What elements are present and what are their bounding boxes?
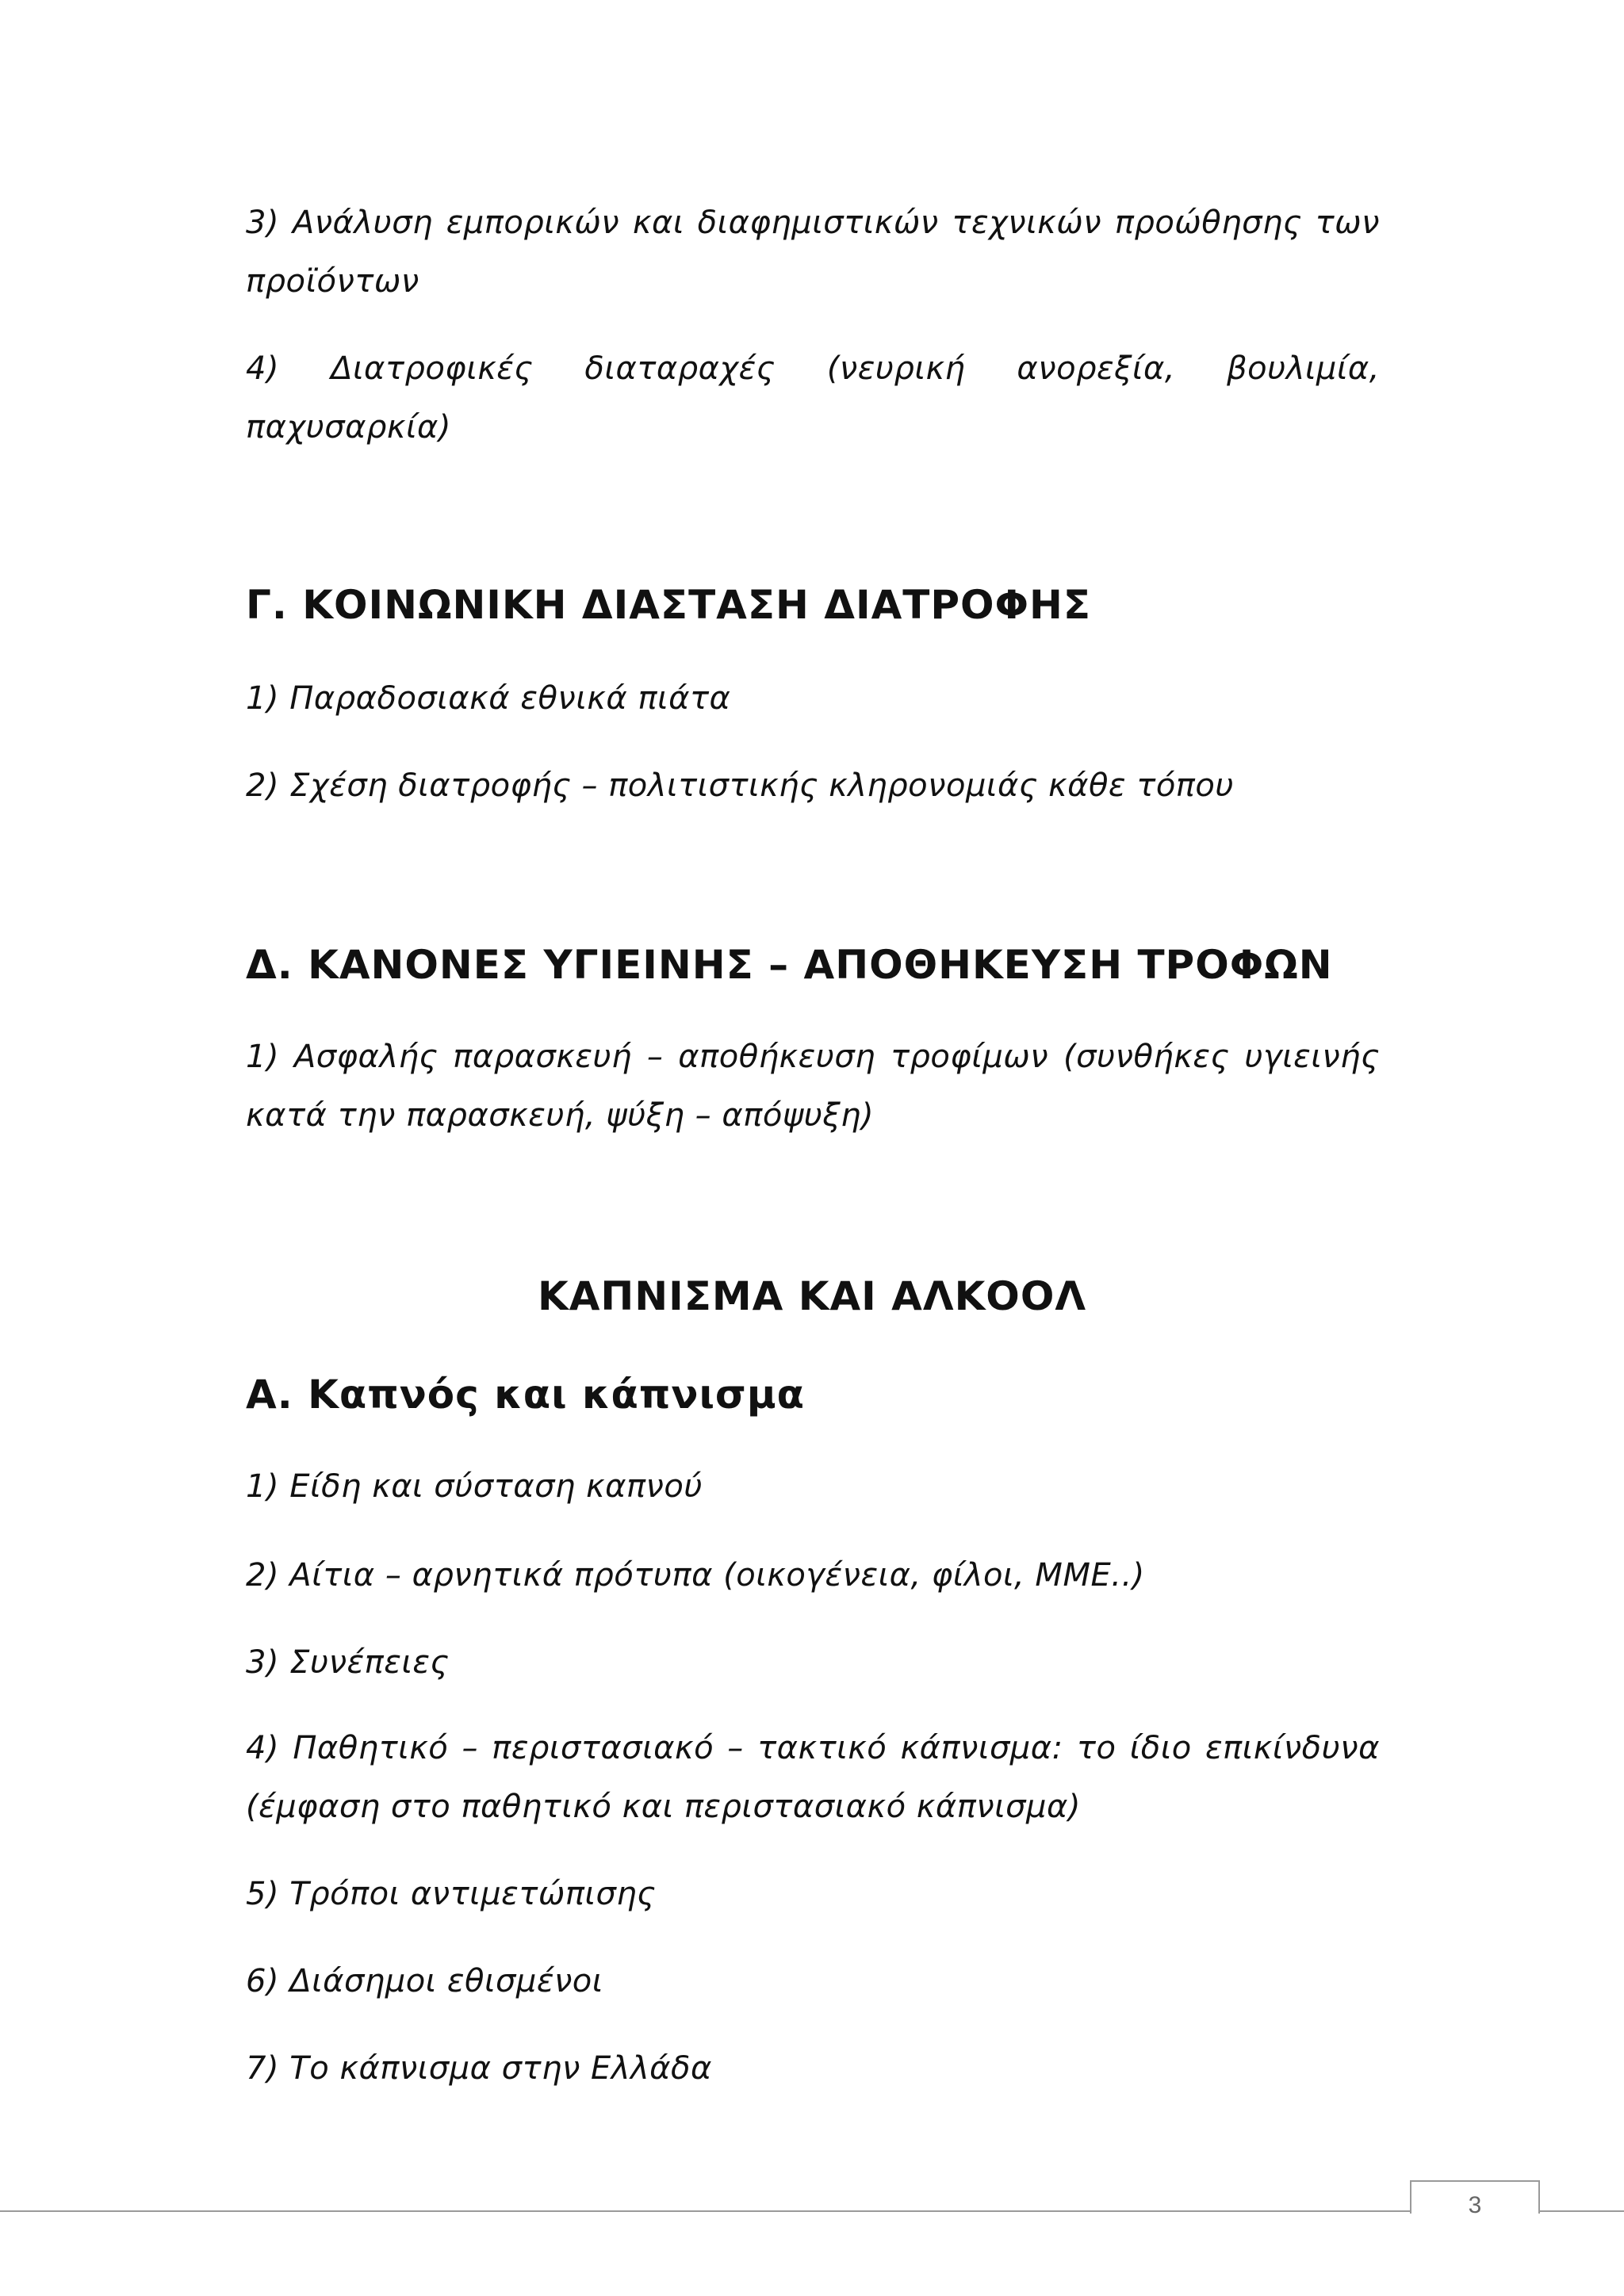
list-item: 7) Το κάπνισμα στην Ελλάδα xyxy=(246,2050,712,2087)
section-heading-gamma: Γ. ΚΟΙΝΩΝΙΚΗ ΔΙΑΣΤΑΣΗ ΔΙΑΤΡΟΦΗΣ xyxy=(246,582,1092,628)
page-number: 3 xyxy=(1468,2192,1482,2218)
list-item: 1) Παραδοσιακά εθνικά πιάτα xyxy=(246,680,731,717)
list-item: 1) Ασφαλής παρασκευή – αποθήκευση τροφίμων (συνθήκες υγιεινής κατά την παρασκευή, ψύξη – απόψυξη) xyxy=(246,1039,1380,1134)
list-item: 3) Ανάλυση εμπορικών και διαφημιστικών τεχνικών προώθησης των προϊόντων xyxy=(246,205,1380,300)
list-item: 6) Διάσημοι εθισμένοι xyxy=(246,1963,603,1999)
list-item: 1) Είδη και σύσταση καπνού xyxy=(246,1468,703,1505)
list-item: 5) Τρόποι αντιμετώπισης xyxy=(246,1876,657,1912)
list-item: 2) Αίτια – αρνητικά πρότυπα (οικογένεια, φίλοι, ΜΜΕ..) xyxy=(246,1557,1145,1594)
chapter-title: ΚΑΠΝΙΣΜΑ ΚΑΙ ΑΛΚΟΟΛ xyxy=(537,1273,1087,1319)
section-heading-delta: Δ. ΚΑΝΟΝΕΣ ΥΓΙΕΙΝΗΣ – ΑΠΟΘΗΚΕΥΣΗ ΤΡΟΦΩΝ xyxy=(246,942,1333,988)
footer-rule xyxy=(0,2210,1624,2212)
list-item: 3) Συνέπειες xyxy=(246,1644,450,1681)
list-item: 2) Σχέση διατροφής – πολιτιστικής κληρονομιάς κάθε τόπου xyxy=(246,767,1235,804)
list-item: 4) Διατροφικές διαταραχές (νευρική ανορεξία, βουλιμία, παχυσαρκία) xyxy=(246,350,1380,446)
list-item: 4) Παθητικό – περιστασιακό – τακτικό κάπνισμα: το ίδιο επικίνδυνα (έμφαση στο παθητικό και περιστασιακό κάπνισμα) xyxy=(246,1730,1380,1825)
section-heading-alpha: Α. Καπνός και κάπνισμα xyxy=(246,1372,806,1418)
